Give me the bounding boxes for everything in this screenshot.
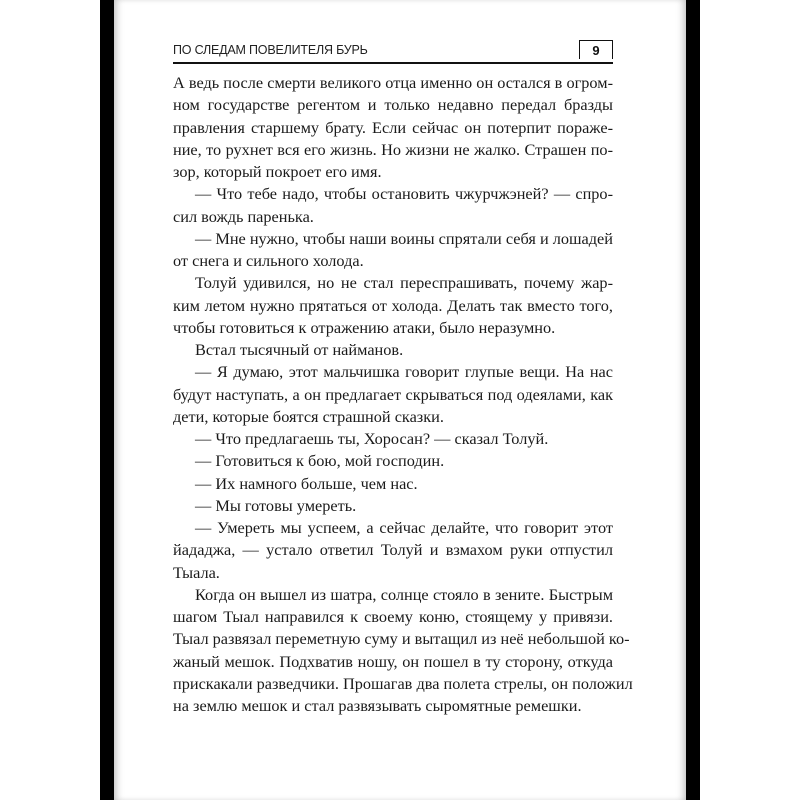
text-line: — Их намного больше, чем нас. — [195, 473, 418, 493]
text-line: Тыал развязал переметную суму и вытащил из неё небольшой ко- — [173, 629, 630, 649]
text-line: — Что предлагаешь ты, Хоросан? — сказал Толуй. — [195, 429, 549, 448]
text-line: зор, который покроет его имя. — [173, 162, 382, 181]
body-text — [173, 72, 633, 717]
paragraph — [173, 450, 613, 472]
text-line: йададжа, — устало ответил Толуй и взмахом руки отпустил — [173, 540, 613, 560]
paragraph — [173, 228, 613, 273]
running-title: ПО СЛЕДАМ ПОВЕЛИТЕЛЯ БУРЬ — [173, 43, 368, 57]
text-line: Толуй удивился, но не стал переспрашивать, почему жар- — [195, 273, 613, 293]
paragraph — [173, 428, 613, 450]
text-line: чтобы готовиться к отражению атаки, было неразумно. — [173, 317, 556, 337]
paragraph — [173, 183, 613, 228]
text-line: Встал тысячный от найманов. — [195, 340, 404, 359]
text-line: ким летом нужно прятаться от холода. Делать так вместо того, — [173, 295, 613, 315]
text-line: Тыала. — [173, 562, 220, 582]
paragraph — [173, 495, 613, 517]
paragraph — [173, 72, 613, 183]
paragraph — [173, 584, 633, 718]
text-line: ние, то рухнет вся его жизнь. Но жизни не жалко. Страшен по- — [173, 139, 613, 159]
text-line: А ведь после смерти великого отца именно он остался в огром- — [173, 73, 613, 92]
text-line: дети, которые боятся страшной сказки. — [173, 406, 444, 426]
paragraph — [173, 473, 613, 495]
text-line: — Мне нужно, чтобы наши воины спрятали себя и лошадей — [195, 228, 613, 248]
text-line: будут наступать, а он предлагает скрываться под одеялами, как — [173, 384, 613, 404]
text-line: Когда он вышел из шатра, солнце стояло в зените. Быстрым — [195, 584, 613, 604]
text-line: — Готовиться к бою, мой господин. — [195, 451, 445, 471]
text-line: от снега и сильного холода. — [173, 251, 364, 270]
text-line: жаный мешок. Подхватив ношу, он пошел в ту сторону, откуда — [173, 651, 613, 671]
paragraph — [173, 272, 613, 339]
text-line: — Умереть мы успеем, а сейчас делайте, что говорит этот — [195, 518, 613, 537]
left-border — [100, 0, 114, 800]
paragraph — [173, 361, 613, 428]
text-line: — Что тебе надо, чтобы остановить чжурчжэней? — спро- — [195, 184, 613, 204]
text-line: шагом Тыал направился к своему коню, стоящему у привязи. — [173, 607, 613, 626]
right-border — [686, 0, 700, 800]
paragraph — [173, 339, 613, 361]
page-number: 9 — [579, 40, 613, 59]
text-line: — Я думаю, этот мальчишка говорит глупые вещи. На нас — [195, 362, 613, 382]
text-line: — Мы готовы умереть. — [195, 495, 357, 515]
text-line: ном государстве регентом и только недавно передал бразды — [173, 95, 613, 115]
page-header — [173, 40, 613, 64]
text-line: на землю мешок и стал развязывать сыромятные ремешки. — [173, 696, 582, 715]
text-line: правления старшему брату. Если сейчас он потерпит пораже- — [173, 117, 613, 137]
text-line: прискакали разведчики. Прошагав два полета стрелы, он положил — [173, 673, 633, 693]
paragraph — [173, 517, 613, 584]
text-line: сил вождь паренька. — [173, 206, 314, 226]
